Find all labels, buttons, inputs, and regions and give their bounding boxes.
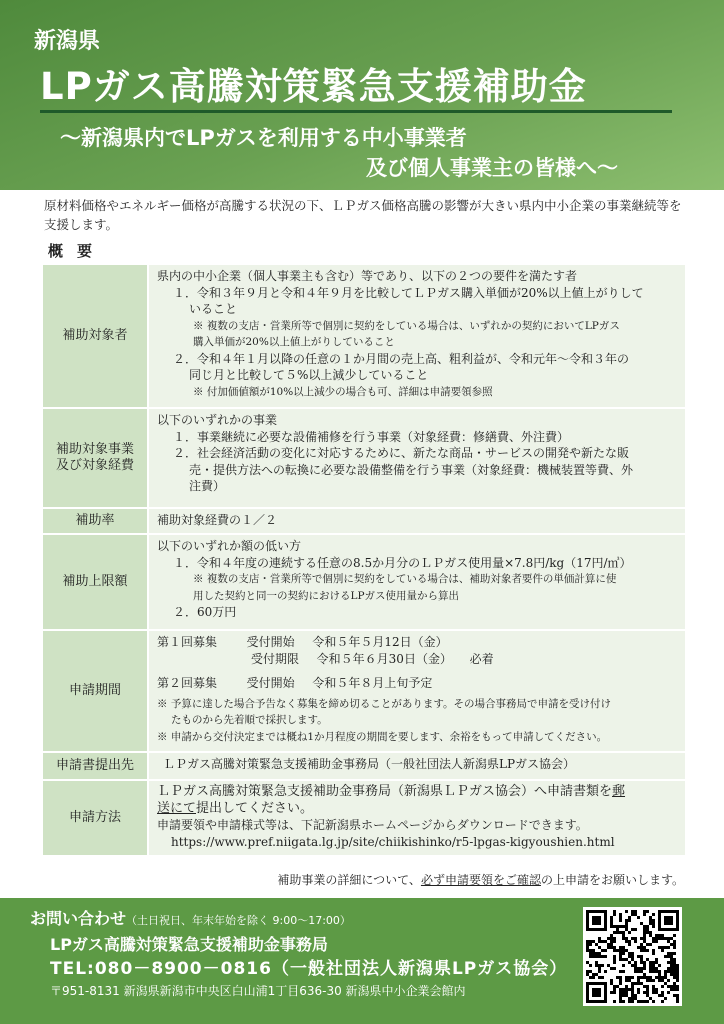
page-title: LPガス高騰対策緊急支援補助金 xyxy=(40,65,587,108)
label-period: 申請期間 xyxy=(42,630,148,752)
method-line-1 xyxy=(157,784,677,801)
closing-text: 補助事業の詳細について、 xyxy=(277,873,421,887)
row-submit-to xyxy=(42,752,686,780)
target-note: ※ 付加価値額が10%以上減少の場合も可、詳細は申請要領参照 xyxy=(193,385,493,398)
value-submit-to: ＬＰガス高騰対策緊急支援補助金事務局（一般社団法人新潟県LPガス協会） xyxy=(148,752,686,780)
project-line: 売・提供方法への転換に必要な設備整備を行う事業（対象経費：機械装置等費、外 xyxy=(189,462,634,477)
round-2-start-date: 令和５年８月上旬予定 xyxy=(312,676,433,690)
row-method xyxy=(42,780,686,856)
method-line-2 xyxy=(157,801,677,818)
label-submit-to: 申請書提出先 xyxy=(42,752,148,780)
phone-number[interactable]: TEL:080－8900－0816（一般社団法人新潟県LPガス協会） xyxy=(50,959,568,979)
value-limit xyxy=(148,534,686,630)
label-limit: 補助上限額 xyxy=(42,534,148,630)
value-period xyxy=(148,630,686,752)
contact-footer xyxy=(0,898,724,1024)
target-note: 購入単価が20%以上値上がりしていること xyxy=(193,336,395,348)
project-line: １．事業継続に必要な設備補修を行う事業（対象経費：修繕費、外注費） xyxy=(173,429,570,444)
closing-note xyxy=(277,871,684,888)
target-line: １．令和３年９月と令和４年９月を比較してＬＰガス購入単価が20%以上値上がりして xyxy=(173,285,644,300)
limit-note: 用した契約と同一の契約におけるLPガス使用量から算出 xyxy=(193,589,460,602)
project-line: 以下のいずれかの事業 xyxy=(157,413,278,427)
label-project-1: 補助対象事業 xyxy=(55,441,134,457)
round-2-start-label: 受付開始 xyxy=(246,676,295,690)
value-target xyxy=(148,264,686,408)
limit-line: ２．60万円 xyxy=(173,605,237,619)
contact-heading xyxy=(30,906,351,929)
round-1-end-label: 受付期限 xyxy=(251,651,300,666)
method-text: 提出してください。 xyxy=(196,800,314,816)
title-underline xyxy=(40,110,672,113)
contact-hours: （土日祝日、年末年始を除く 9:00〜17:00） xyxy=(126,914,351,927)
value-project xyxy=(148,408,686,508)
row-rate xyxy=(42,508,686,534)
round-1-end-date: 令和５年６月30日（金） xyxy=(316,651,452,666)
row-period xyxy=(42,630,686,752)
round-1-start-date: 令和５年５月12日（金） xyxy=(312,635,448,649)
target-line: いること xyxy=(189,302,238,316)
header-banner xyxy=(0,0,724,190)
limit-note: ※ 複数の支店・営業所等で個別に契約をしている場合は、補助対象者要件の単価計算に使 xyxy=(193,573,617,585)
row-project xyxy=(42,408,686,508)
method-underlined: 郵 xyxy=(612,784,626,799)
target-note: ※ 複数の支店・営業所等で個別に契約をしている場合は、いずれかの契約においてLPガス xyxy=(193,319,620,332)
overview-heading: 概要 xyxy=(48,242,107,260)
row-target xyxy=(42,264,686,408)
round-1-name: 第１回募集 xyxy=(157,635,218,649)
label-method: 申請方法 xyxy=(42,780,148,856)
contact-title: お問い合わせ xyxy=(30,909,127,928)
period-round-1-start xyxy=(157,634,677,651)
website-link[interactable]: https://www.pref.niigata.lg.jp/site/chiikishinko/r5-lpgas-kigyoushien.html xyxy=(171,834,615,849)
method-line-3: 申請要領や申請様式等は、下記新潟県ホームページからダウンロードできます。 xyxy=(157,818,588,832)
label-project-2: 及び対象経費 xyxy=(55,458,134,473)
closing-underlined: 必ず申請要領をご確認 xyxy=(420,873,541,887)
round-2-name: 第２回募集 xyxy=(157,676,218,690)
round-1-start-label: 受付開始 xyxy=(246,635,295,649)
intro-text: 原材料価格やエネルギー価格が高騰する状況の下、ＬＰガス価格高騰の影響が大きい県内中小企業の事業継続等を支援します。 xyxy=(44,198,682,232)
round-1-end-note: 必着 xyxy=(469,651,494,666)
subtitle-line-2: 及び個人事業主の皆様へ〜 xyxy=(366,156,618,180)
prefecture-label: 新潟県 xyxy=(34,29,101,54)
qr-code-icon[interactable] xyxy=(583,907,682,1006)
row-limit xyxy=(42,534,686,630)
label-target: 補助対象者 xyxy=(42,264,148,408)
label-project xyxy=(42,408,148,508)
period-round-2 xyxy=(157,675,677,692)
period-note: ※ 申請から交付決定までは概ね1か月程度の期間を要します、余裕をもって申請してください。 xyxy=(157,730,608,743)
target-line: ２．令和４年１月以降の任意の１か月間の売上高、粗利益が、令和元年〜令和３年の xyxy=(173,351,630,366)
subtitle-line-1: 〜新潟県内でLPガスを利用する中小事業者 xyxy=(60,126,467,150)
period-note: たものから先着順で採択します。 xyxy=(171,714,328,726)
target-line: 同じ月と比較して５%以上減少していること xyxy=(189,368,429,382)
period-round-1-end xyxy=(157,651,677,668)
value-rate: 補助対象経費の１／２ xyxy=(148,508,686,534)
value-method xyxy=(148,780,686,856)
method-text: ＬＰガス高騰対策緊急支援補助金事務局（新潟県ＬＰガス協会）へ申請書類を xyxy=(157,784,613,799)
target-line: 県内の中小企業（個人事業主も含む）等であり、以下の２つの要件を満たす者 xyxy=(157,269,578,283)
address: 〒951-8131 新潟県新潟市中央区白山浦1丁目636-30 新潟県中小企業会館内 xyxy=(50,984,466,998)
overview-table xyxy=(41,263,687,857)
label-rate: 補助率 xyxy=(42,508,148,534)
closing-text: の上申請をお願いします。 xyxy=(540,873,684,887)
method-underlined: 送にて xyxy=(157,800,197,816)
project-line: ２．社会経済活動の変化に対応するために、新たな商品・サービスの開発や新たな販 xyxy=(173,446,630,460)
office-name: LPガス高騰対策緊急支援補助金事務局 xyxy=(50,935,328,954)
project-line: 注費） xyxy=(189,479,226,493)
limit-line: 以下のいずれか額の低い方 xyxy=(157,539,302,553)
limit-line: １．令和４年度の連続する任意の8.5か月分のＬＰガス使用量×7.8円/kg（17円/㎥） xyxy=(173,555,632,570)
period-note: ※ 予算に達した場合予告なく募集を締め切ることがあります。その場合事務局で申請を受け付け xyxy=(157,697,611,710)
